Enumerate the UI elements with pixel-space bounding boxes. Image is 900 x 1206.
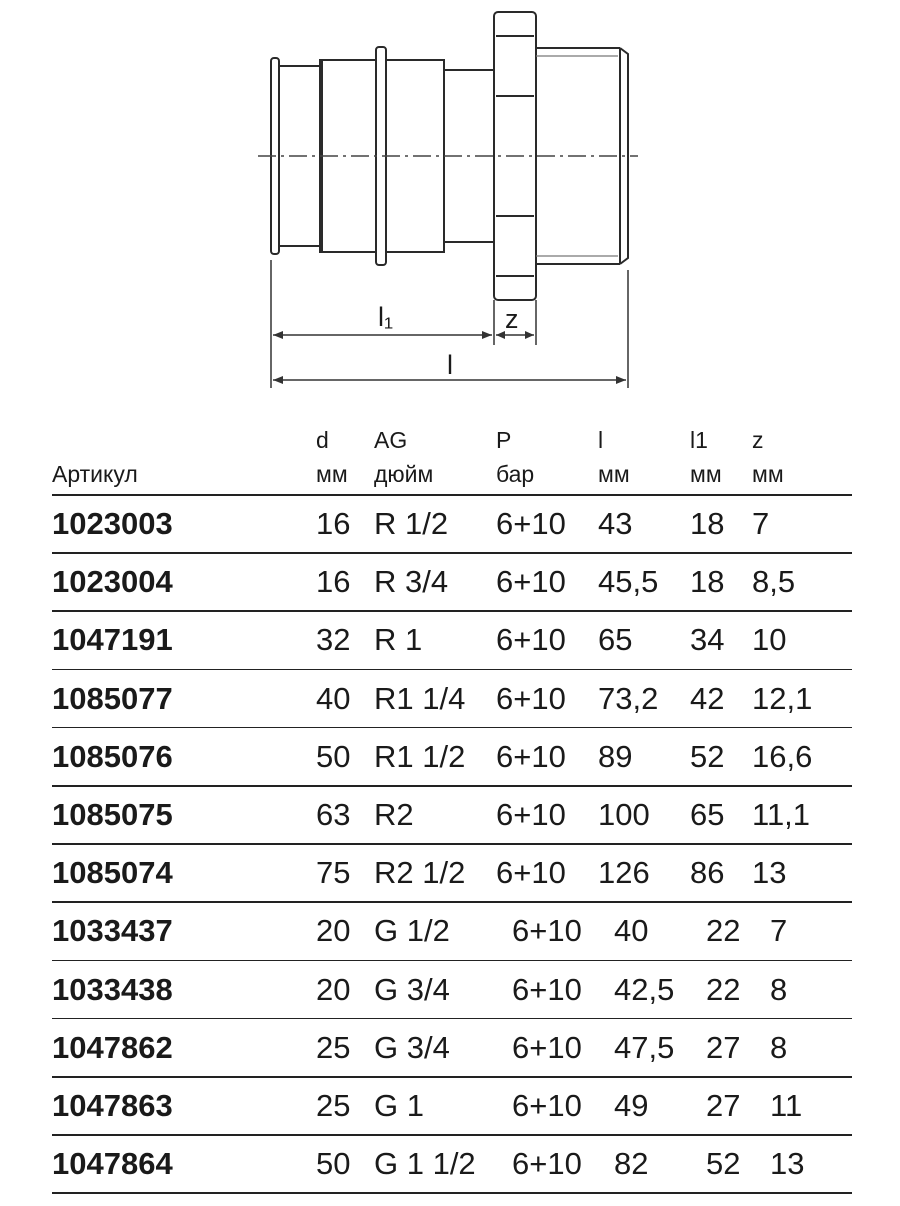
cell-l1: 52 xyxy=(706,1146,741,1182)
dimension-l1 xyxy=(273,331,492,339)
cell-z: 11 xyxy=(770,1088,803,1123)
table-rule xyxy=(52,901,852,903)
cell-p: 6+10 xyxy=(512,1146,582,1182)
table-rule xyxy=(52,1192,852,1194)
table-row xyxy=(0,624,900,682)
cell-d: 25 xyxy=(316,1088,351,1123)
table-rule xyxy=(52,552,852,554)
cell-article: 1047863 xyxy=(52,1088,173,1123)
cell-p: 6+10 xyxy=(496,506,566,541)
header-p-unit: бар xyxy=(496,461,535,487)
cell-z: 8 xyxy=(770,1029,788,1065)
table-row xyxy=(0,566,900,624)
cell-article: 1085076 xyxy=(52,738,173,774)
table-rule xyxy=(52,1076,852,1078)
cell-d: 25 xyxy=(316,1029,351,1065)
cell-p: 6+10 xyxy=(496,738,566,774)
cell-ag: R2 1/2 xyxy=(374,855,466,891)
cell-l1: 34 xyxy=(690,622,725,658)
cell-d: 16 xyxy=(316,564,351,600)
cell-article: 1033437 xyxy=(52,913,173,949)
label-l: l xyxy=(447,350,453,380)
cell-d: 63 xyxy=(316,797,351,832)
cell-d: 16 xyxy=(316,506,351,541)
cell-d: 50 xyxy=(316,738,351,774)
cell-article: 1023004 xyxy=(52,564,173,600)
cell-ag: R1 1/2 xyxy=(374,738,466,774)
cell-z: 7 xyxy=(752,506,770,541)
cell-d: 20 xyxy=(316,913,351,949)
cell-l1: 27 xyxy=(706,1029,741,1065)
cell-p: 6+10 xyxy=(512,1029,582,1065)
cell-p: 6+10 xyxy=(496,797,566,832)
header-l-unit: мм xyxy=(598,461,630,487)
label-l1: l₁ xyxy=(378,302,394,332)
cell-l: 126 xyxy=(598,855,650,891)
cell-d: 75 xyxy=(316,855,351,891)
cell-l: 40 xyxy=(614,913,649,949)
header-z-symbol: z xyxy=(752,427,764,453)
header-l1-symbol: l1 xyxy=(690,427,708,453)
header-p-symbol: P xyxy=(496,427,512,453)
cell-article: 1047191 xyxy=(52,622,173,658)
cell-p: 6+10 xyxy=(496,680,566,716)
cell-d: 20 xyxy=(316,971,351,1007)
cell-z: 16,6 xyxy=(752,738,813,774)
cell-p: 6+10 xyxy=(512,971,582,1007)
cell-d: 40 xyxy=(316,680,351,716)
cell-ag: R1 1/4 xyxy=(374,680,466,716)
cell-l1: 52 xyxy=(690,738,725,774)
cell-l1: 22 xyxy=(706,913,741,949)
cell-p: 6+10 xyxy=(512,1088,582,1123)
cell-ag: G 1/2 xyxy=(374,913,450,949)
cell-d: 32 xyxy=(316,622,351,658)
cell-l1: 42 xyxy=(690,680,725,716)
label-z: z xyxy=(505,304,519,334)
table-row xyxy=(0,738,900,799)
table-rule xyxy=(52,610,852,612)
header-l-symbol: l xyxy=(598,427,604,453)
cell-l: 100 xyxy=(598,797,650,832)
table-rule xyxy=(52,785,852,787)
cell-l: 65 xyxy=(598,622,633,658)
fitting-drawing xyxy=(0,0,900,400)
cell-z: 13 xyxy=(770,1146,805,1182)
table-rule xyxy=(52,494,852,496)
cell-z: 7 xyxy=(770,913,788,949)
table-row xyxy=(0,508,900,566)
header-ag-symbol: AG xyxy=(374,427,408,453)
cell-article: 1085077 xyxy=(52,680,173,716)
cell-article: 1085074 xyxy=(52,855,173,891)
cell-l1: 18 xyxy=(690,506,725,541)
cell-ag: G 3/4 xyxy=(374,971,450,1007)
cell-article: 1047862 xyxy=(52,1029,173,1065)
cell-z: 12,1 xyxy=(752,680,813,716)
cell-l: 42,5 xyxy=(614,971,675,1007)
table-row xyxy=(0,915,900,973)
cell-l: 43 xyxy=(598,506,633,541)
table-rule xyxy=(52,843,852,845)
header-d-unit: мм xyxy=(316,461,348,487)
cell-z: 8 xyxy=(770,971,788,1007)
header-ag-unit: дюйм xyxy=(374,461,434,487)
cell-l1: 65 xyxy=(690,797,725,832)
cell-ag: G 3/4 xyxy=(374,1029,450,1065)
cell-z: 10 xyxy=(752,622,787,658)
cell-l1: 27 xyxy=(706,1088,741,1123)
header-l1-unit: мм xyxy=(690,461,722,487)
table-row xyxy=(0,971,900,1032)
header-z-unit: мм xyxy=(752,461,784,487)
table-rule xyxy=(52,727,852,729)
table-rule xyxy=(52,960,852,962)
table-rule xyxy=(52,1134,852,1136)
cell-article: 1033438 xyxy=(52,971,173,1007)
cell-ag: R 1 xyxy=(374,622,423,658)
cell-article: 1085075 xyxy=(52,797,173,832)
cell-d: 50 xyxy=(316,1146,351,1182)
cell-ag: G 1 xyxy=(374,1088,424,1123)
cell-l1: 22 xyxy=(706,971,741,1007)
table-rule xyxy=(52,1018,852,1020)
cell-l: 47,5 xyxy=(614,1029,675,1065)
cell-ag: R2 xyxy=(374,797,414,832)
cell-l: 82 xyxy=(614,1146,649,1182)
table-row xyxy=(0,857,900,915)
cell-l: 73,2 xyxy=(598,680,659,716)
cell-z: 13 xyxy=(752,855,787,891)
cell-article: 1023003 xyxy=(52,506,173,541)
table-row xyxy=(0,680,900,741)
table-row xyxy=(0,1090,900,1148)
cell-z: 11,1 xyxy=(752,797,811,832)
cell-ag: G 1 1/2 xyxy=(374,1146,476,1182)
cell-p: 6+10 xyxy=(496,564,566,600)
cell-z: 8,5 xyxy=(752,564,796,600)
cell-p: 6+10 xyxy=(496,622,566,658)
cell-ag: R 3/4 xyxy=(374,564,449,600)
table-rule xyxy=(52,669,852,671)
table-row xyxy=(0,1029,900,1090)
cell-p: 6+10 xyxy=(512,913,582,949)
header-d-symbol: d xyxy=(316,427,329,453)
table-row xyxy=(0,799,900,857)
table-row xyxy=(0,1148,900,1206)
cell-l: 89 xyxy=(598,738,633,774)
cell-l: 49 xyxy=(614,1088,649,1123)
cell-article: 1047864 xyxy=(52,1146,173,1182)
cell-ag: R 1/2 xyxy=(374,506,449,541)
cell-l: 45,5 xyxy=(598,564,659,600)
header-article: Артикул xyxy=(52,461,138,487)
cell-l1: 86 xyxy=(690,855,725,891)
cell-l1: 18 xyxy=(690,564,725,600)
cell-p: 6+10 xyxy=(496,855,566,891)
